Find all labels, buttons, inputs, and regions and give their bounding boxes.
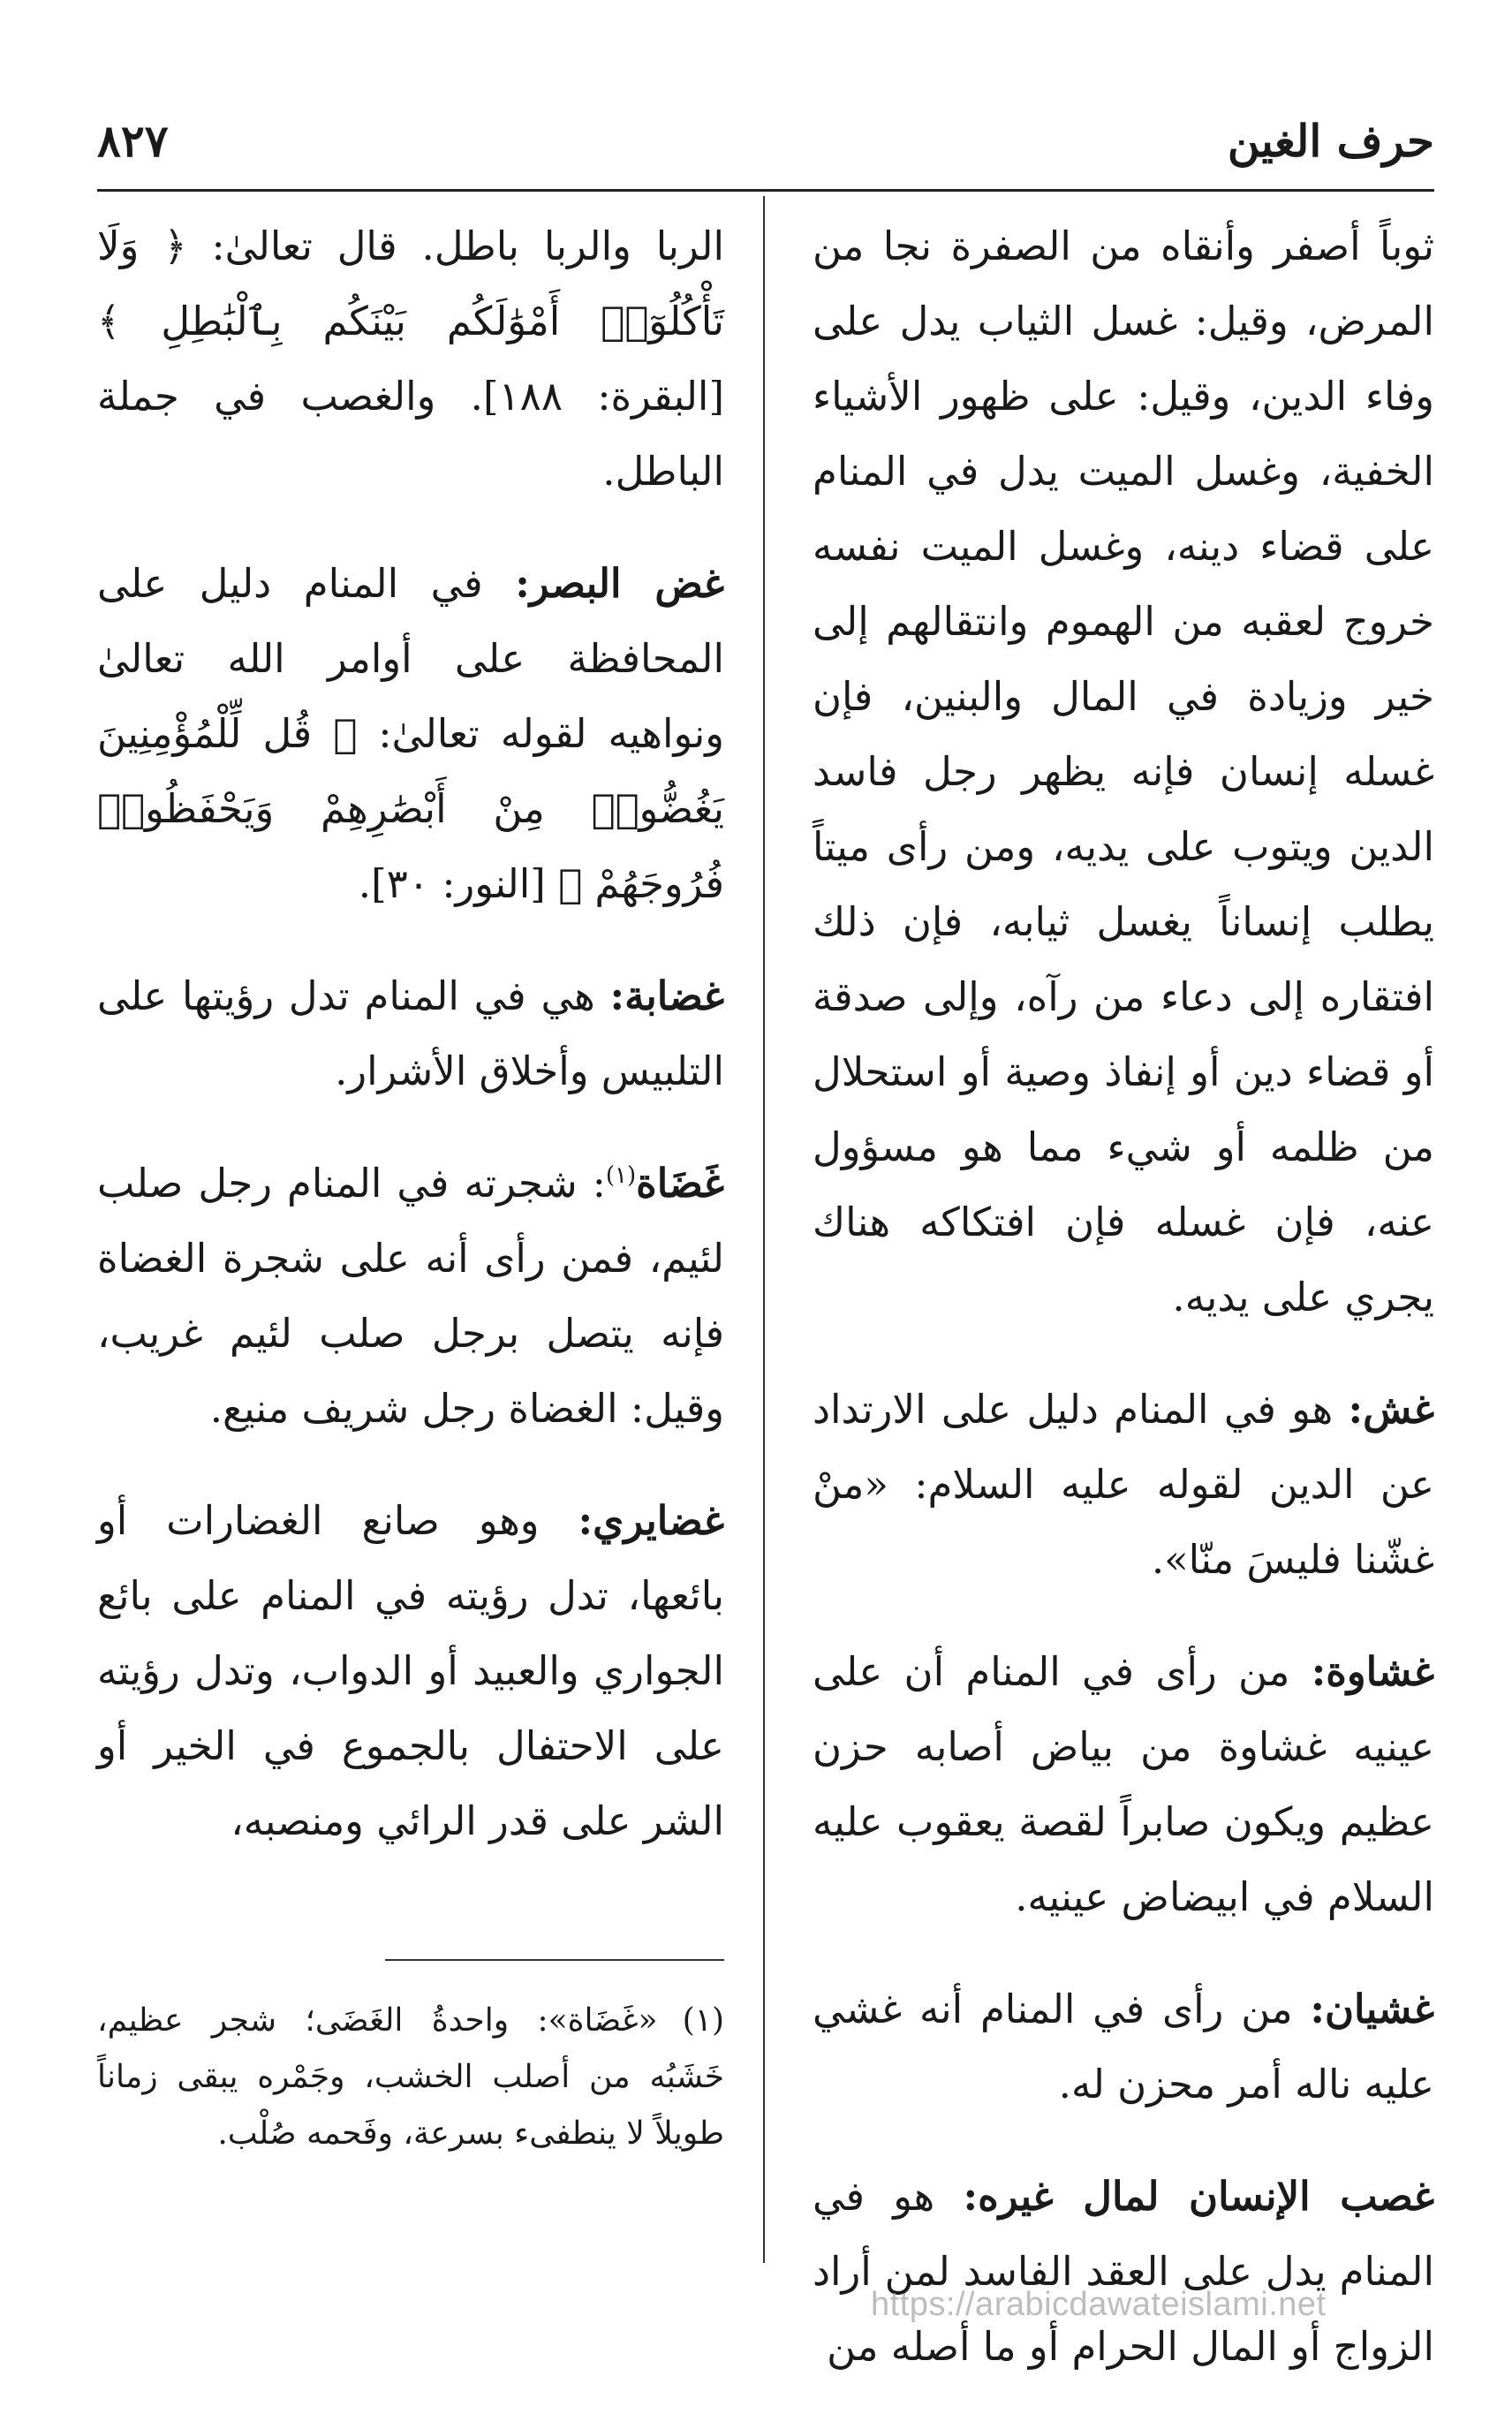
running-title: حرف الغين <box>1227 115 1434 167</box>
entry-text: هي في المنام تدل رؤيتها على التلبيس وأخلاق الأشرار. <box>97 972 724 1094</box>
dictionary-entry <box>97 1483 724 1858</box>
entry-headword: غضايري: <box>578 1497 724 1544</box>
dictionary-entry <box>813 1372 1434 1597</box>
dictionary-entry <box>813 1971 1434 2122</box>
entry-headword: غش: <box>1348 1386 1434 1433</box>
right-column <box>813 208 1434 2421</box>
entry-text: وهو صانع الغضارات أو بائعها، تدل رؤيته في المنام على بائع الجواري والعبيد أو الدواب، وتدل رؤيته على الاحتفال بالجموع في الخير أو الشر على قدر الرائي ومنصبه، <box>97 1497 724 1844</box>
entry-headword: غشاوة: <box>1311 1648 1434 1695</box>
entry-headword: غض البصر: <box>515 560 724 607</box>
entry-text: هو في المنام دليل على الارتداد عن الدين لقوله عليه السلام: «منْ غشّنا فليسَ منّا». <box>813 1386 1434 1583</box>
entry-text: ثوباً أصفر وأنقاه من الصفرة نجا من المرض، وقيل: غسل الثياب يدل على وفاء الدين، وقيل: على ظهور الأشياء الخفية، وغسل الميت يدل في المنام على قضاء دينه، وغسل الميت نفسه خروج لعقبه من الهموم وانتقالهم إلى خير وزيادة في المال والبنين، فإن غسله إنسان فإنه يظهر رجل فاسد الدين ويتوب على يديه، ومن رأى ميتاً يطلب إنساناً يغسل ثيابه، فإن ذلك افتقاره إلى دعاء من رآه، وإلى صدقة أو قضاء دين أو إنفاذ وصية أو استحلال من ظلمه أو شيء مما هو مسؤول عنه، فإن غسله فإن افتكاكه هناك يجري على يديه. <box>813 223 1434 1320</box>
dictionary-entry <box>813 1634 1434 1934</box>
left-column <box>97 208 724 1896</box>
footnote-area <box>97 1959 724 2194</box>
entry-text: الربا والربا باطل. قال تعالىٰ: ﴿ وَلَا تَأْكُلُوٓا۟ أَمْوَٰلَكُم بَيْنَكُم بِٱلْبَٰطِلِ ﴾ [البقرة: ١٨٨]. والغصب في جملة الباطل. <box>97 223 724 495</box>
footnote-text: «غَضَاة»: واحدةُ الغَضَى؛ شجر عظيم، خَشَبُه من أصلب الخشب، وجَمْره يبقى زماناً طويلاً لا ينطفىء بسرعة، وفَحمه صُلْب. <box>97 2002 724 2152</box>
dictionary-entry <box>97 958 724 1109</box>
dictionary-entry <box>813 208 1434 1335</box>
footnote-rule <box>385 1959 724 1961</box>
footnote-marker: (١) <box>682 2002 724 2039</box>
column-divider <box>763 196 765 2263</box>
entry-text: من رأى في المنام أن على عينيه غشاوة من بياض أصابه حزن عظيم ويكون صابراً لقصة يعقوب عليه السلام في ابيضاض عينيه. <box>813 1648 1434 1920</box>
dictionary-entry <box>813 2159 1434 2384</box>
page-number: ٨٢٧ <box>97 115 169 167</box>
entry-text: في المنام دليل على المحافظة على أوامر الله تعالىٰ ونواهيه لقوله تعالىٰ: ﴿ قُل لِّلْمُؤْمِنِينَ يَغُضُّوا۟ مِنْ أَبْصَٰرِهِمْ وَيَحْفَظُوا۟ فُرُوجَهُمْ ﴾ [النور: ٣٠]. <box>97 560 724 907</box>
entry-text: : شجرته في المنام رجل صلب لئيم، فمن رأى أنه على شجرة الغضاة فإنه يتصل برجل صلب لئيم غريب، وقيل: الغضاة رجل شريف منيع. <box>97 1160 724 1432</box>
entry-headword: غشيان: <box>1310 1986 1434 2032</box>
dictionary-entry <box>97 1146 724 1446</box>
entry-text: من رأى في المنام أنه غشي عليه ناله أمر محزن له. <box>813 1986 1434 2107</box>
header-rule <box>97 189 1434 192</box>
dictionary-entry <box>97 208 724 509</box>
dictionary-entry <box>97 546 724 921</box>
footnote <box>97 1993 724 2162</box>
entry-text: هو في المنام يدل على العقد الفاسد لمن أراد الزواج أو المال الحرام أو ما أصله من <box>813 2173 1434 2370</box>
entry-headword: غصب الإنسان لمال غيره: <box>963 2173 1434 2220</box>
page-header <box>97 106 1434 185</box>
footnote-reference[interactable]: (١) <box>605 1162 637 1189</box>
entry-headword: غَضَاة <box>636 1160 724 1207</box>
watermark-url: https://arabicdawateislami.net <box>871 2286 1327 2323</box>
entry-headword: غضابة: <box>609 972 724 1019</box>
